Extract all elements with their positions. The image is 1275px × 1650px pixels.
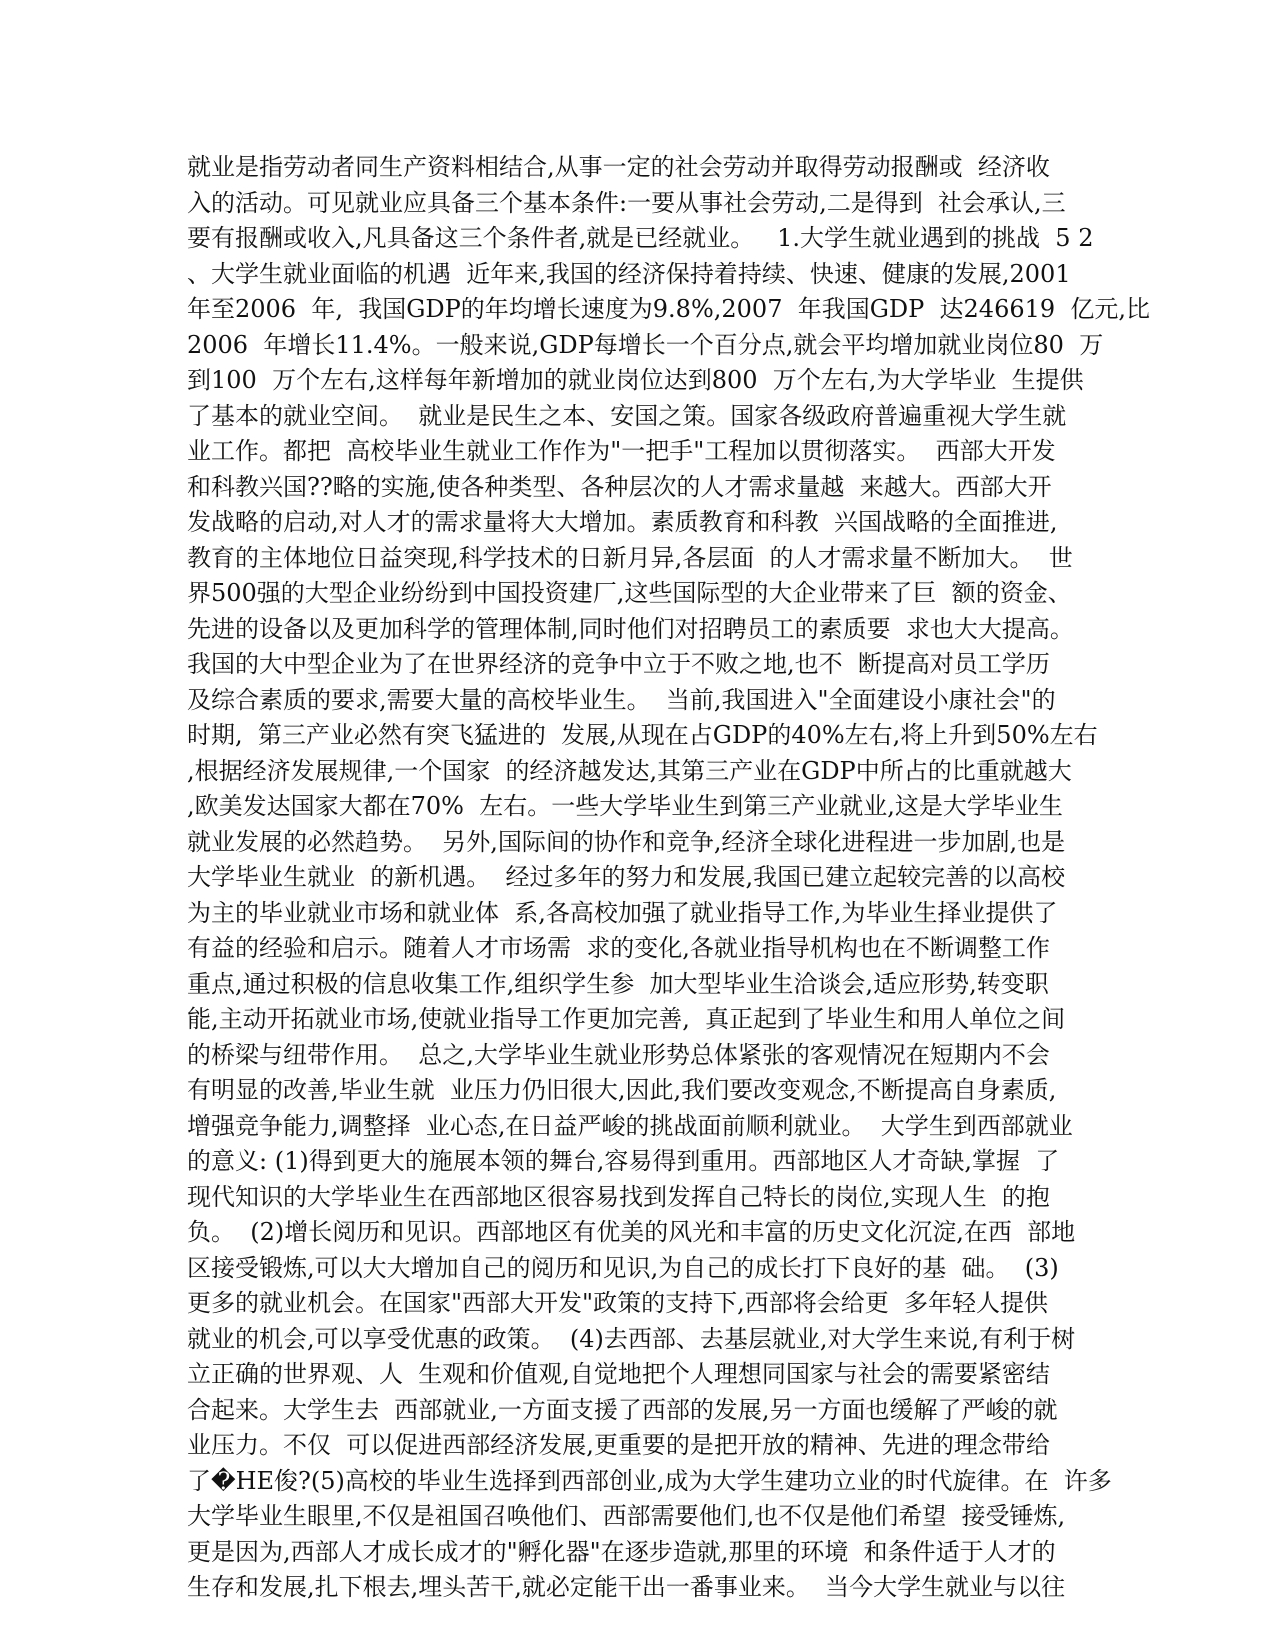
- text-line: 业压力。不仅 可以促进西部经济发展,更重要的是把开放的精神、先进的理念带给: [187, 1431, 1050, 1459]
- text-line: ,根据经济发展规律,一个国家 的经济越发达,其第三产业在GDP中所占的比重就越大: [187, 756, 1072, 785]
- text-line: 我国的大中型企业为了在世界经济的竞争中立于不败之地,也不 断提高对员工学历: [187, 650, 1050, 678]
- text-line: 就业是指劳动者同生产资料相结合,从事一定的社会劳动并取得劳动报酬或 经济收: [187, 153, 1050, 181]
- text-line: 教育的主体地位日益突现,科学技术的日新月异,各层面 的人才需求量不断加大。 世: [187, 543, 1073, 572]
- text-line: 2006 年增长11.4%。一般来说,GDP每增长一个百分点,就会平均增加就业岗位80 万: [187, 330, 1104, 359]
- text-line: 和科教兴国??略的实施,使各种类型、各种层次的人才需求量越 来越大。西部大开: [187, 472, 1052, 501]
- body-text: [187, 150, 1151, 1606]
- text-line: 要有报酬或收入,凡具备这三个条件者,就是已经就业。 1.大学生就业遇到的挑战 5 2: [187, 224, 1094, 252]
- text-line: 发战略的启动,对人才的需求量将大大增加。素质教育和科教 兴国战略的全面推进,: [187, 508, 1058, 536]
- text-line: 增强竞争能力,调整择 业心态,在日益严峻的挑战面前顺利就业。 大学生到西部就业: [187, 1111, 1073, 1140]
- text-line: 入的活动。可见就业应具备三个基本条件:一要从事社会劳动,二是得到 社会承认,三: [187, 188, 1066, 217]
- text-line: 界500强的大型企业纷纷到中国投资建厂,这些国际型的大企业带来了巨 额的资金、: [187, 579, 1072, 607]
- text-line: 合起来。大学生去 西部就业,一方面支援了西部的发展,另一方面也缓解了严峻的就: [187, 1395, 1058, 1424]
- text-line: 为主的毕业就业市场和就业体 系,各高校加强了就业指导工作,为毕业生择业提供了: [187, 898, 1058, 927]
- text-line: 到100 万个左右,这样每年新增加的就业岗位达到800 万个左右,为大学毕业 生提供: [187, 366, 1084, 394]
- text-line: 的意义: (1)得到更大的施展本领的舞台,容易得到重用。西部地区人才奇缺,掌握 了: [187, 1147, 1060, 1175]
- text-line: 业工作。都把 高校毕业生就业工作作为"一把手"工程加以贯彻落实。 西部大开发: [187, 437, 1056, 465]
- text-line: 年至2006 年, 我国GDP的年均增长速度为9.8%,2007 年我国GDP 达246619 亿元,比: [187, 295, 1151, 323]
- text-line: 区接受锻炼,可以大大增加自己的阅历和见识,为自己的成长打下良好的基 础。 (3): [187, 1253, 1059, 1282]
- text-line: 大学毕业生就业 的新机遇。 经过多年的努力和发展,我国已建立起较完善的以高校: [187, 863, 1066, 891]
- text-line: 及综合素质的要求,需要大量的高校毕业生。 当前,我国进入"全面建设小康社会"的: [187, 685, 1056, 714]
- text-line: 负。 (2)增长阅历和见识。西部地区有优美的风光和丰富的历史文化沉淀,在西 部地: [187, 1218, 1076, 1246]
- text-line: 先进的设备以及更加科学的管理体制,同时他们对招聘员工的素质要 求也大大提高。: [187, 614, 1074, 643]
- text-line: 了�НЕ俊?(5)高校的毕业生选择到西部创业,成为大学生建功立业的时代旋律。在 许多: [187, 1466, 1112, 1495]
- text-line: 大学毕业生眼里,不仅是祖国召唤他们、西部需要他们,也不仅是他们希望 接受锤炼,: [187, 1502, 1066, 1530]
- text-line: 更是因为,西部人才成长成才的"孵化器"在逐步造就,那里的环境 和条件适于人才的: [187, 1537, 1056, 1566]
- text-line: 的桥梁与纽带作用。 总之,大学毕业生就业形势总体紧张的客观情况在短期内不会: [187, 1040, 1050, 1069]
- text-line: 生存和发展,扎下根去,埋头苦干,就必定能干出一番事业来。 当今大学生就业与以往: [187, 1573, 1066, 1601]
- text-line: 就业的机会,可以享受优惠的政策。 (4)去西部、去基层就业,对大学生来说,有利于树: [187, 1324, 1076, 1353]
- text-line: 有明显的改善,毕业生就 业压力仍旧很大,因此,我们要改变观念,不断提高自身素质,: [187, 1076, 1057, 1104]
- text-line: 时期, 第三产业必然有突飞猛进的 发展,从现在占GDP的40%左右,将上升到50%左右: [187, 721, 1098, 749]
- text-line: ,欧美发达国家大都在70% 左右。一些大学毕业生到第三产业就业,这是大学毕业生: [187, 792, 1063, 820]
- text-line: 能,主动开拓就业市场,使就业指导工作更加完善, 真正起到了毕业生和用人单位之间: [187, 1005, 1066, 1033]
- text-line: 重点,通过积极的信息收集工作,组织学生参 加大型毕业生洽谈会,适应形势,转变职: [187, 969, 1049, 998]
- text-line: 、大学生就业面临的机遇 近年来,我国的经济保持着持续、快速、健康的发展,2001: [187, 259, 1071, 288]
- text-line: 立正确的世界观、人 生观和价值观,自觉地把个人理想同国家与社会的需要紧密结: [187, 1360, 1050, 1388]
- text-line: 有益的经验和启示。随着人才市场需 求的变化,各就业指导机构也在不断调整工作: [187, 934, 1050, 962]
- text-line: 了基本的就业空间。 就业是民生之本、安国之策。国家各级政府普遍重视大学生就: [187, 401, 1067, 430]
- text-line: 更多的就业机会。在国家"西部大开发"政策的支持下,西部将会给更 多年轻人提供: [187, 1289, 1048, 1317]
- text-line: 就业发展的必然趋势。 另外,国际间的协作和竞争,经济全球化进程进一步加剧,也是: [187, 827, 1066, 856]
- text-line: 现代知识的大学毕业生在西部地区很容易找到发挥自己特长的岗位,实现人生 的抱: [187, 1182, 1050, 1211]
